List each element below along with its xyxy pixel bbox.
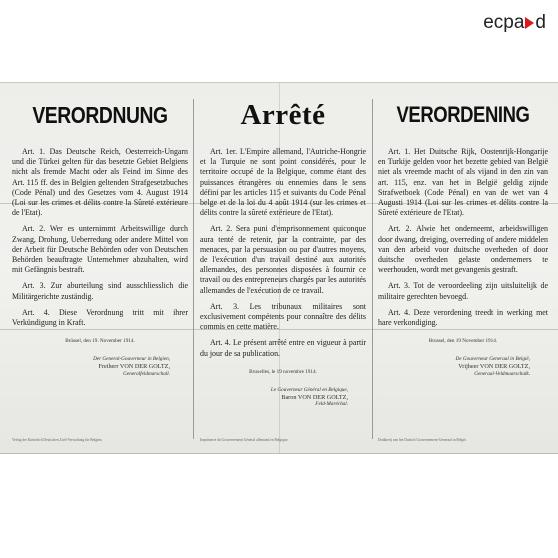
article-1: Art. 1. Het Duitsche Rijk, Oostenrijk-Hongarije en Turkije gelden voor het bezette gebied van België niet als vreemde macht of als vijand in den zin van art. 115, enz. van het in België geldig zijnde Strafwetboek (Code Pénal) en van de wet van 4 Augusti 1914 (Loi sur les crimes et délits contre la Sûreté extérieure de l'Etat). [378,147,548,218]
column-title: Arrêté [240,99,326,131]
article-2: Art. 2. Sera puni d'emprisonnement quiconque aura tenté de retenir, par la contrainte, par des menaces, par la persuasion ou par d'autres moyens, de l'exécution d'un travail destiné aux autorités allemandes, des personnes disposées à fournir ce travail ou des entrepreneurs chargés par les autorités allemandes de l'exécution de ce travail. [200,224,366,295]
ecpad-logo [483,10,546,36]
proclamation-poster [0,82,558,454]
column-french [200,97,366,447]
article-4: Art. 4. Deze verordening treedt in werking met hare verkondiging. [378,307,548,328]
date-line: Bruxelles, le 19 novembre 1914. [249,368,317,375]
signature-office: De Gouverneur Generaal in België, [455,356,530,363]
column-dutch [378,97,548,447]
logo-text-d: d [535,12,546,33]
printer-line: Drukkerij van het Duitsch Gouvernement-Generaal in België. [378,438,467,442]
column-divider [193,99,194,439]
article-1: Art. 1er. L'Empire allemand, l'Autriche-Hongrie et la Turquie ne sont point considérés, pour le territoire occupé de la Belgique, comme étant des puissances étrangères ou ennemies dans le sens défini par les articles 115 et suivants du Code Pénal belge et de la loi du 4 août 1914 (sur les crimes et délits contre la sûreté extérieure de l'Etat). [200,147,366,218]
column-title: VERORDENING [396,102,530,127]
article-2: Art. 2. Alwie het onderneemt, arbeidswilligen door dwang, dreiging, overreding of andere middelen van den arbeid voor duitsche overheden of door duitsche overheden gelaste ondernemers te weerhouden, wordt met gevangenis gestraft. [378,224,548,275]
signature-rank: Feld-Maréchal. [315,401,348,408]
signature-office: Der General-Gouverneur in Belgien, [93,356,170,363]
logo-text-ecpa: ecpa [483,12,525,33]
logo-arrow-icon [525,17,534,29]
column-german [12,97,188,447]
signature-block [378,356,548,378]
column-divider [372,99,373,439]
signature-rank: Generaal-Veldmaarschalk. [474,370,530,377]
signature-rank: Generalfeldmarschall. [123,370,170,377]
date-line: Brüssel, den 19. November 1914. [65,338,135,345]
signature-name: Baron VON DER GOLTZ, [281,393,348,401]
date-line: Brussel, den 19 November 1914. [428,338,498,345]
article-3: Art. 3. Zur aburteilung sind ausschliesslich die Militärgerichte zuständig. [12,281,188,301]
article-3: Art. 3. Tot de veroordeeling zijn uitsluitelijk de militaire gerechten bevoegd. [378,281,548,301]
article-3: Art. 3. Les tribunaux militaires sont exclusivement compétents pour connaître des délits commis en cette matière. [200,301,366,332]
signature-block [12,356,188,378]
signature-name: Freiherr VON DER GOLTZ, [98,363,170,371]
printer-line: Verlag der Kaiserlich Deutschen Zivil-Verwaltung für Belgien. [12,438,103,442]
article-4: Art. 4. Le présent arrêté entre en vigueur à partir du jour de sa publication. [200,338,366,358]
signature-block [200,387,366,409]
article-4: Art. 4. Diese Verordnung tritt mit ihrer Verkündigung in Kraft. [12,307,188,328]
signature-name: Vrijheer VON DER GOLTZ, [458,363,530,371]
signature-office: Le Gouverneur Général en Belgique, [270,386,348,393]
column-title: VERORDNUNG [32,102,168,128]
printer-line: Imprimerie du Gouvernement Général allemand en Belgique. [200,438,289,442]
article-2: Art. 2. Wer es unternimmt Arbeitswillige durch Zwang, Drohung, Ueberredung oder andere Mittel von der Arbeit für Deutsche Behörden oder von Deutschen Behörden beauftragte Unternehmer abzuhalten, wird mit Gefängnis bestraft. [12,224,188,275]
article-1: Art. 1. Das Deutsche Reich, Oesterreich-Ungarn und die Türkei gelten für das besetzte Gebiet Belgiens nicht als fremde Macht oder als Feind im Sinne des Art. 115 ff. des in Belgien geltenden Strafgesetzbuches (Code Pénal) und des Gesetzes vom 4. August 1914 (Loi sur les crimes et délits contre la Sûreté extérieure de l'Etat). [12,147,188,218]
